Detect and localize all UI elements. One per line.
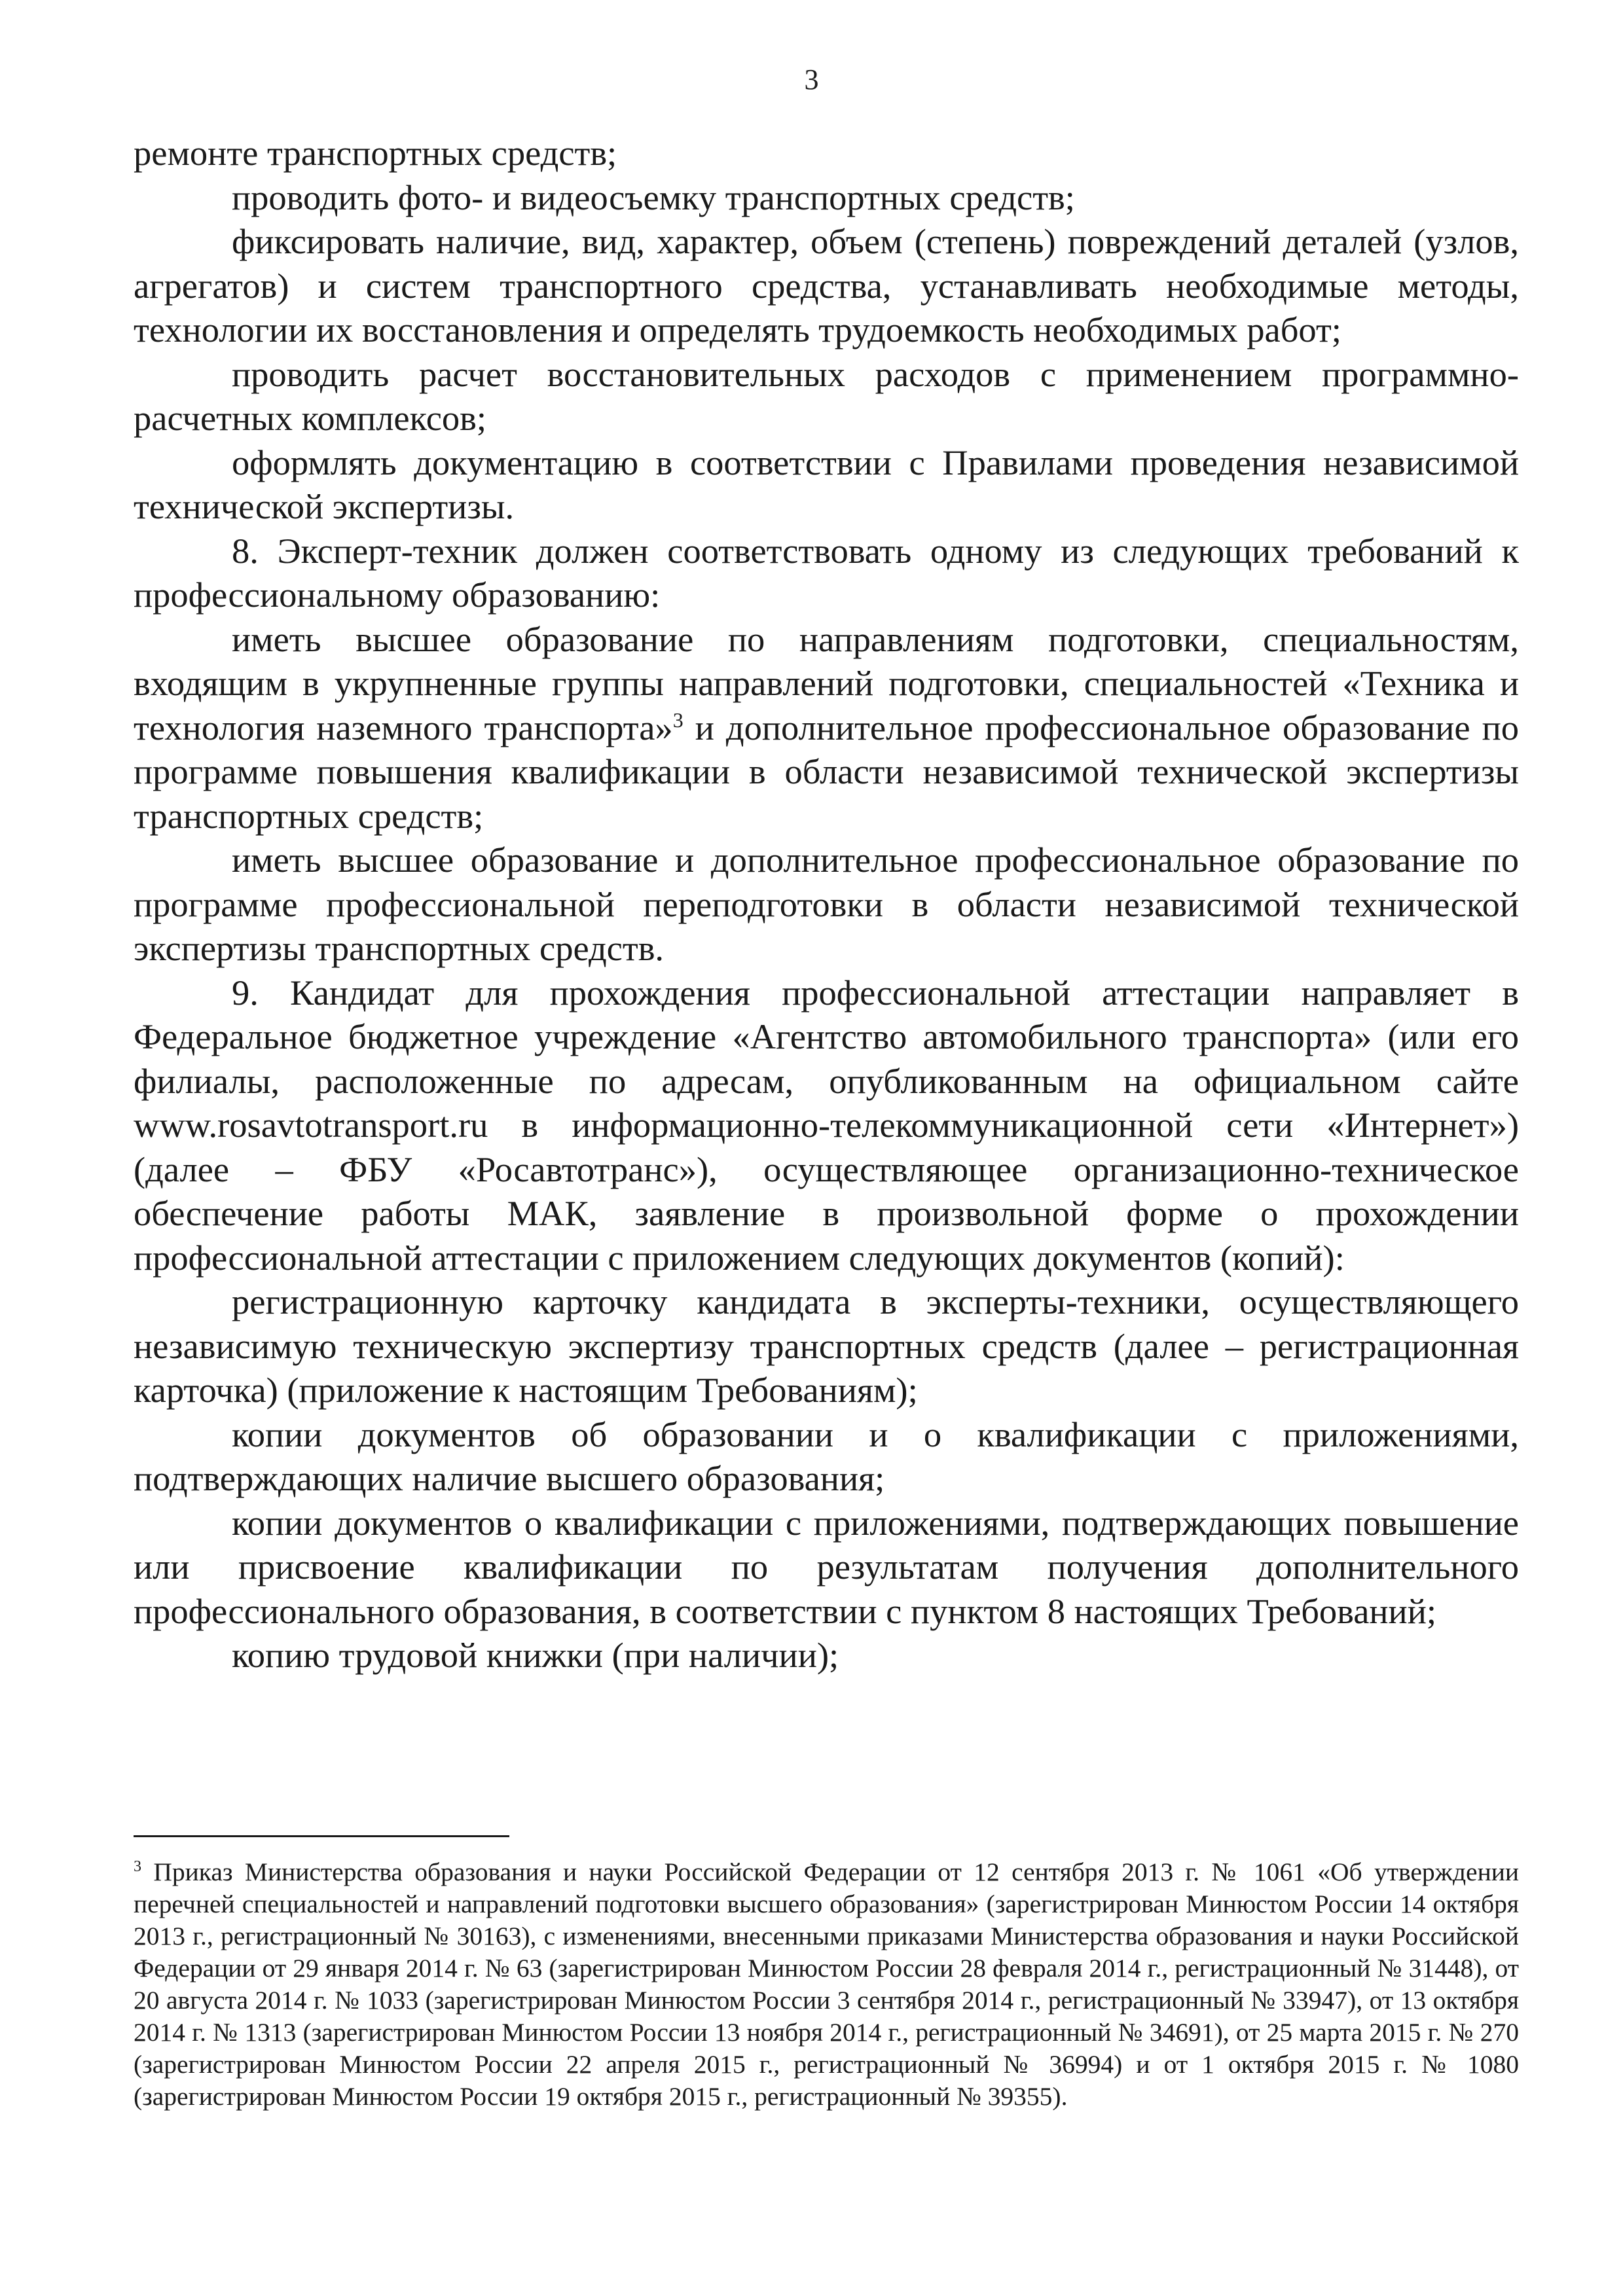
paragraph-work-record: копию трудовой книжки (при наличии); [232,1635,839,1675]
footnote-divider [134,1835,509,1837]
paragraph-education-documents: копии документов об образовании и о квалификации с приложениями, подтверждающих наличие высшего образования; [134,1414,1519,1498]
paragraph-continuation: ремонте транспортных средств; [134,133,617,173]
paragraph-higher-education-part2: и дополнительное профессиональное образование по программе повышения квалификации в области независимой технической экспертизы транспортных средств; [134,707,1519,836]
paragraph-repair-cost: проводить расчет восстановительных расходов с применением программно-расчетных комплексов; [134,353,1519,438]
paragraph-higher-education-part1: иметь высшее образование по направлениям подготовки, специальностям, входящим в укрупненные группы направлений подготовки, специальностей «Техника и технология наземного транспорта» [134,619,1519,747]
footnote-reference: 3 [672,708,684,732]
paragraph-retraining: иметь высшее образование и дополнительное профессиональное образование по программе профессиональной переподготовки в области независимой технической экспертизы транспортных средств. [134,840,1519,968]
paragraph-item-9: 9. Кандидат для прохождения профессиональной аттестации направляет в Федеральное бюджетное учреждение «Агентство автомобильного транспорта» (или его филиалы, расположенные по адресам, опубликованным на официальном сайте www.rosavtotransport.ru в информационно-телекоммуникационной сети «Интернет») (далее – ФБУ «Росавтотранс»), осуществляющее организационно-техническое обеспечение работы МАК, заявление в произвольной форме о прохождении профессиональной аттестации с приложением следующих документов (копий): [134,972,1519,1278]
paragraph-registration-card: регистрационную карточку кандидата в эксперты-техники, осуществляющего независимую техническую экспертизу транспортных средств (далее – регистрационная карточка) (приложение к настоящим Требованиям); [134,1282,1519,1410]
paragraph-damage-recording: фиксировать наличие, вид, характер, объем (степень) повреждений деталей (узлов, агрегатов) и систем транспортного средства, устанавливать необходимые методы, технологии их восстановления и определять трудоемкость необходимых работ; [134,221,1519,350]
footnote-text: Приказ Министерства образования и науки Российской Федерации от 12 сентября 2013 г. № 1061 «Об утверждении перечней специальностей и направлений подготовки высшего образования» (зарегистрирован Минюстом России 14 октября 2013 г., регистрационный № 30163), с изменениями, внесенными приказами Министерства образования и науки Российской Федерации от 29 января 2014 г. № 63 (зарегистрирован Минюстом России 28 февраля 2014 г., регистрационный № 31448), от 20 августа 2014 г. № 1033 (зарегистрирован Минюстом России 3 сентября 2014 г., регистрационный № 33947), от 13 октября 2014 г. № 1313 (зарегистрирован Минюстом России 13 ноября 2014 г., регистрационный № 34691), от 25 марта 2015 г. № 270 (зарегистрирован Минюстом России 22 апреля 2015 г., регистрационный № 36994) и от 1 октября 2015 г. № 1080 (зарегистрирован Минюстом России 19 октября 2015 г., регистрационный № 39355). [134,1857,1519,2111]
paragraph-item-8: 8. Эксперт-техник должен соответствовать одному из следующих требований к профессиональному образованию: [134,530,1519,615]
page-number: 3 [804,63,819,96]
footnote-marker: 3 [134,1857,141,1875]
paragraph-documentation: оформлять документацию в соответствии с Правилами проведения независимой технической экспертизы. [134,442,1519,526]
paragraph-photo-video: проводить фото- и видеосъемку транспортных средств; [232,177,1075,217]
paragraph-qualification-documents: копии документов о квалификации с приложениями, подтверждающих повышение или присвоение квалификации по результатам получения дополнительного профессионального образования, в соответствии с пунктом 8 настоящих Требований; [134,1502,1519,1631]
paragraph-higher-education [134,617,1519,838]
document-body [134,131,1519,1677]
footnote [134,1856,1519,2113]
